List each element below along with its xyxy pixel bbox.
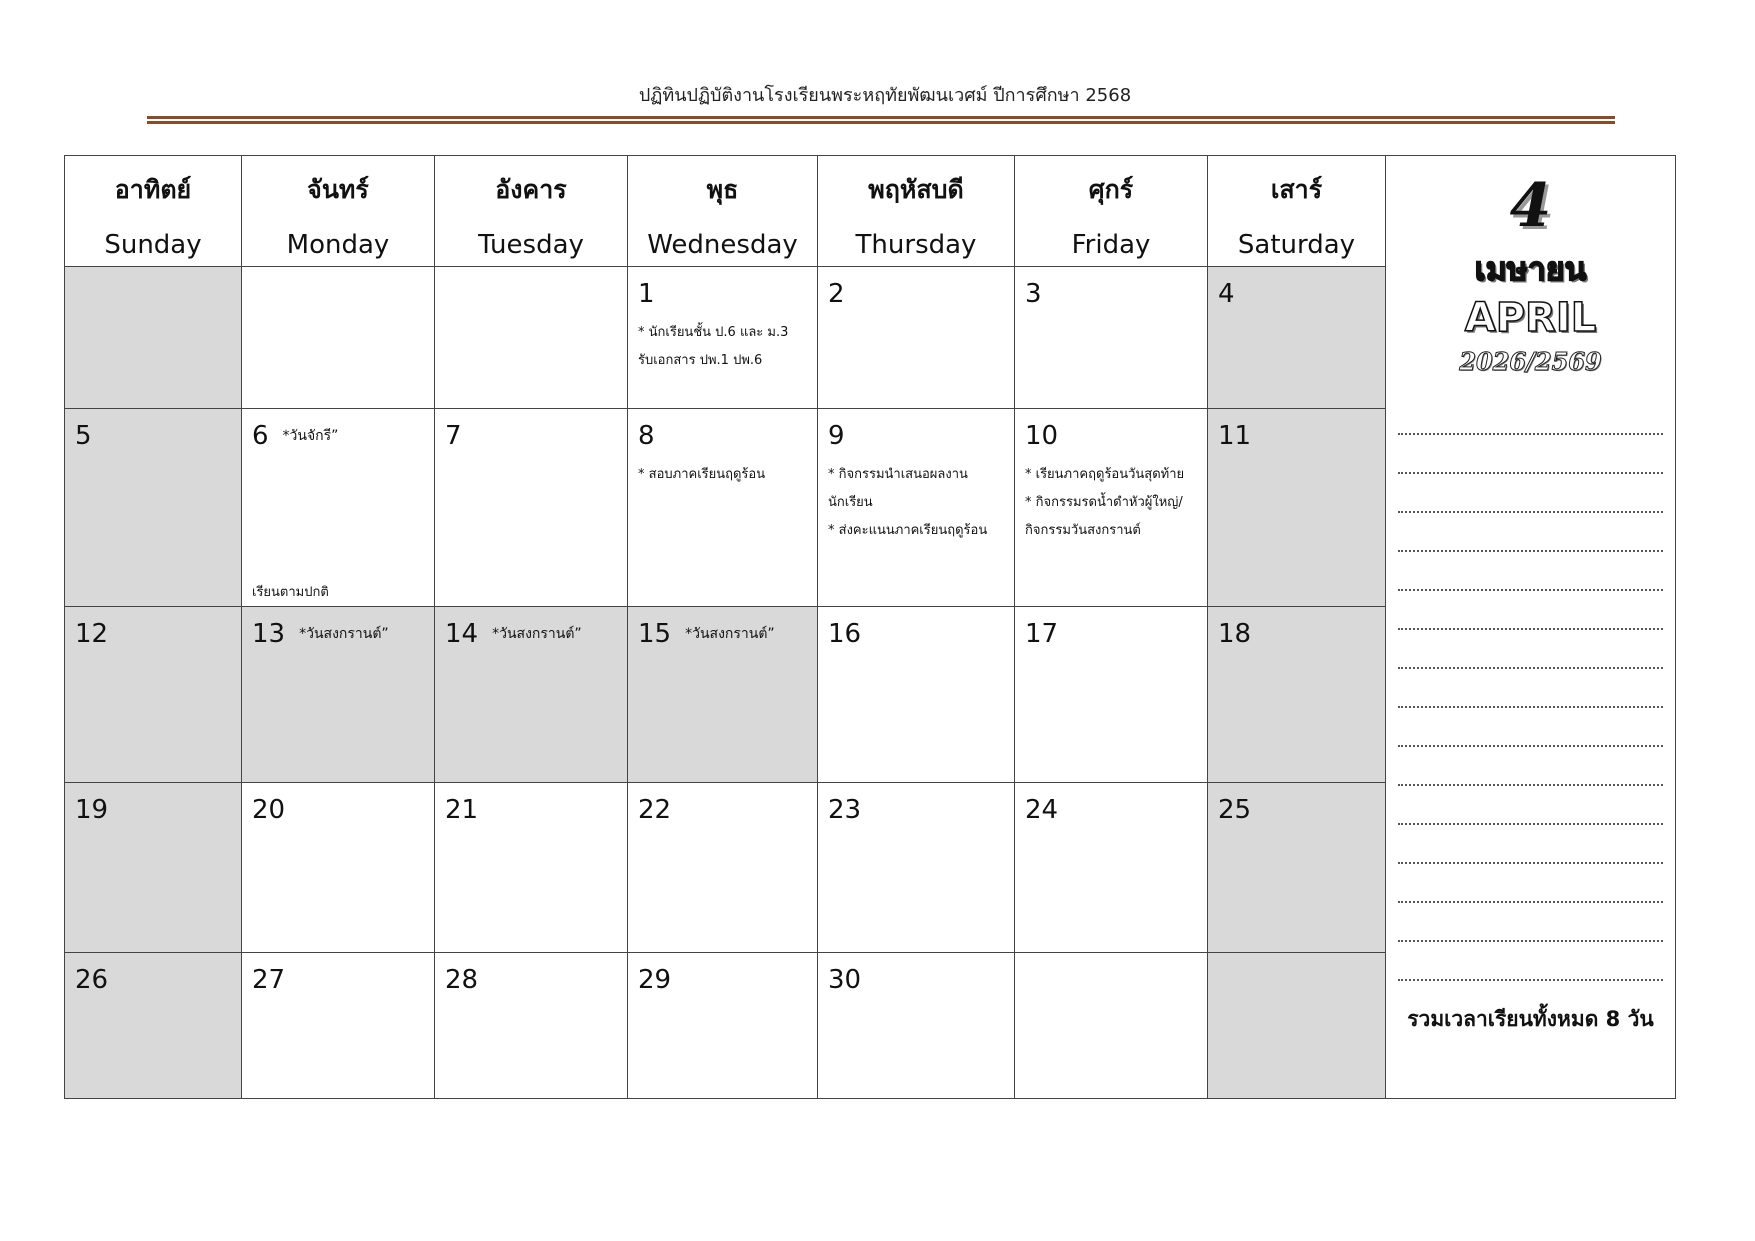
day-number-text: 2 (828, 279, 845, 309)
weekday-header (818, 156, 1015, 267)
event-note: รับเอกสาร ปพ.1 ปพ.6 (638, 353, 763, 368)
weekday-header (1015, 156, 1208, 267)
day-number (1218, 421, 1251, 451)
day-number-text: 15 (638, 619, 672, 649)
schedule-note: เรียนตามปกติ (252, 585, 329, 600)
day-cell[interactable] (628, 953, 818, 1099)
note-line[interactable] (1398, 903, 1663, 942)
day-number (252, 965, 285, 995)
weekday-english: Monday (286, 230, 390, 260)
day-cell[interactable] (242, 607, 435, 783)
day-cell[interactable] (435, 607, 628, 783)
day-cell[interactable] (1015, 267, 1208, 409)
day-cell[interactable] (818, 409, 1015, 607)
header-rule (147, 116, 1615, 124)
day-cell[interactable] (818, 267, 1015, 409)
day-cell[interactable] (435, 267, 628, 409)
weekday-thai: ศุกร์ (1088, 175, 1134, 204)
note-line[interactable] (1398, 786, 1663, 825)
day-number-text: 5 (75, 421, 92, 451)
day-cell[interactable] (435, 953, 628, 1099)
day-cell[interactable] (628, 783, 818, 953)
holiday-tag: *วันสงกรานต์” (299, 626, 389, 642)
day-number (445, 619, 582, 649)
day-cell[interactable] (1208, 267, 1386, 409)
month-name-thai: เมษายน (1474, 250, 1587, 288)
day-number-text: 30 (828, 965, 862, 995)
weekday-english: Sunday (104, 230, 202, 260)
day-cell[interactable] (242, 267, 435, 409)
month-number: 4 (1509, 171, 1552, 241)
weekday-header (65, 156, 242, 267)
day-number (828, 619, 861, 649)
day-number (1025, 619, 1058, 649)
day-cell[interactable] (1208, 409, 1386, 607)
day-number (1218, 619, 1251, 649)
weekday-header (1208, 156, 1386, 267)
day-number-text: 25 (1218, 795, 1252, 825)
page-title: ปฏิทินปฏิบัติงานโรงเรียนพระหฤทัยพัฒนเวศม์ ปีการศึกษา 2568 (638, 85, 1132, 106)
weekday-header (242, 156, 435, 267)
day-number (445, 965, 478, 995)
day-number-text: 1 (638, 279, 655, 309)
weekday-header-row (65, 156, 1676, 267)
weekday-thai: พุธ (706, 175, 739, 204)
day-number-text: 7 (445, 421, 462, 451)
day-cell[interactable] (818, 953, 1015, 1099)
day-number (75, 421, 92, 451)
day-number-text: 12 (75, 619, 109, 649)
holiday-tag: *วันสงกรานต์” (685, 626, 775, 642)
note-line[interactable] (1398, 825, 1663, 864)
event-note: * กิจกรรมนำเสนอผลงาน (828, 467, 968, 482)
note-line[interactable] (1398, 396, 1663, 435)
day-cell[interactable] (1015, 783, 1208, 953)
day-cell[interactable] (818, 783, 1015, 953)
total-school-days: รวมเวลาเรียนทั้งหมด 8 วัน (1407, 1007, 1654, 1031)
event-note: * กิจกรรมรดน้ำดำหัวผู้ใหญ่/ (1025, 495, 1183, 510)
day-cell[interactable] (242, 783, 435, 953)
day-number (1218, 795, 1251, 825)
day-number (445, 795, 478, 825)
day-number (252, 619, 389, 649)
month-year: 2026/2569 (1459, 347, 1602, 376)
note-line[interactable] (1398, 669, 1663, 708)
day-cell[interactable] (1208, 783, 1386, 953)
day-number (75, 965, 108, 995)
calendar-grid (64, 155, 1676, 1099)
day-cell[interactable] (242, 409, 435, 607)
month-sidebar (1386, 156, 1676, 1099)
event-note: * ส่งคะแนนภาคเรียนฤดูร้อน (828, 523, 988, 538)
day-cell[interactable] (1015, 953, 1208, 1099)
note-line[interactable] (1398, 474, 1663, 513)
weekday-thai: พฤหัสบดี (868, 175, 964, 204)
event-note: นักเรียน (828, 495, 873, 510)
day-number (828, 279, 845, 309)
day-number (75, 619, 108, 649)
weekday-thai: เสาร์ (1270, 175, 1323, 204)
day-cell[interactable] (1208, 953, 1386, 1099)
day-cell[interactable] (1015, 409, 1208, 607)
day-number-text: 29 (638, 965, 672, 995)
month-name-english: APRIL (1464, 295, 1597, 341)
day-number (445, 421, 462, 451)
note-line[interactable] (1398, 630, 1663, 669)
day-cell[interactable] (1015, 607, 1208, 783)
day-number (1025, 795, 1058, 825)
weekday-english: Tuesday (478, 230, 584, 260)
day-number (1218, 279, 1235, 309)
day-cell[interactable] (65, 409, 242, 607)
weekday-english: Thursday (855, 230, 977, 260)
weekday-header (435, 156, 628, 267)
day-cell[interactable] (1208, 607, 1386, 783)
day-cell[interactable] (65, 267, 242, 409)
day-number-text: 21 (445, 795, 479, 825)
note-line[interactable] (1398, 513, 1663, 552)
day-number-text: 4 (1218, 279, 1235, 309)
day-number-text: 8 (638, 421, 655, 451)
note-line[interactable] (1398, 708, 1663, 747)
day-number-text: 3 (1025, 279, 1042, 309)
holiday-tag: *วันสงกรานต์” (492, 626, 582, 642)
day-cell[interactable] (65, 783, 242, 953)
weekday-thai: อังคาร (495, 175, 567, 204)
day-number-text: 24 (1025, 795, 1059, 825)
weekday-english: Saturday (1237, 230, 1356, 260)
day-number-text: 16 (828, 619, 862, 649)
weekday-english: Friday (1071, 230, 1151, 260)
note-lines (1398, 396, 1663, 981)
note-line[interactable] (1398, 942, 1663, 981)
note-line[interactable] (1398, 552, 1663, 591)
day-number (1025, 421, 1058, 451)
day-number (638, 421, 655, 451)
weekday-header (628, 156, 818, 267)
note-line[interactable] (1398, 591, 1663, 630)
weekday-english: Wednesday (647, 230, 798, 260)
event-note: * เรียนภาคฤดูร้อนวันสุดท้าย (1025, 467, 1185, 482)
day-number-text: 18 (1218, 619, 1252, 649)
weekday-thai: อาทิตย์ (114, 175, 192, 204)
day-number-text: 10 (1025, 421, 1059, 451)
day-number (828, 795, 861, 825)
day-number-text: 20 (252, 795, 286, 825)
day-cell[interactable] (628, 267, 818, 409)
day-number (828, 965, 861, 995)
day-number-text: 23 (828, 795, 862, 825)
day-number-text: 22 (638, 795, 672, 825)
day-cell[interactable] (818, 607, 1015, 783)
day-number (638, 965, 671, 995)
event-note: * นักเรียนชั้น ป.6 และ ม.3 (638, 325, 789, 340)
day-number-text: 9 (828, 421, 845, 451)
day-number-text: 26 (75, 965, 109, 995)
day-number (638, 279, 655, 309)
event-note: * สอบภาคเรียนฤดูร้อน (638, 467, 766, 482)
day-number (638, 619, 775, 649)
day-cell[interactable] (435, 783, 628, 953)
day-number-text: 17 (1025, 619, 1059, 649)
day-cell[interactable] (242, 953, 435, 1099)
day-cell[interactable] (628, 409, 818, 607)
day-number (75, 795, 108, 825)
day-cell[interactable] (628, 607, 818, 783)
day-number-text: 11 (1218, 421, 1252, 451)
holiday-tag: *วันจักรี” (282, 428, 339, 444)
day-cell[interactable] (65, 607, 242, 783)
day-number-text: 6 (252, 421, 269, 451)
weekday-thai: จันทร์ (307, 175, 369, 204)
day-number (252, 421, 338, 451)
day-cell[interactable] (65, 953, 242, 1099)
note-line[interactable] (1398, 747, 1663, 786)
day-number (828, 421, 845, 451)
note-line[interactable] (1398, 864, 1663, 903)
day-number-text: 27 (252, 965, 286, 995)
day-number-text: 19 (75, 795, 109, 825)
day-number-text: 28 (445, 965, 479, 995)
day-number-text: 13 (252, 619, 286, 649)
day-number (252, 795, 285, 825)
event-note: กิจกรรมวันสงกรานต์ (1025, 523, 1141, 538)
day-number-text: 14 (445, 619, 479, 649)
note-line[interactable] (1398, 435, 1663, 474)
day-number (1025, 279, 1042, 309)
day-cell[interactable] (435, 409, 628, 607)
day-number (638, 795, 671, 825)
